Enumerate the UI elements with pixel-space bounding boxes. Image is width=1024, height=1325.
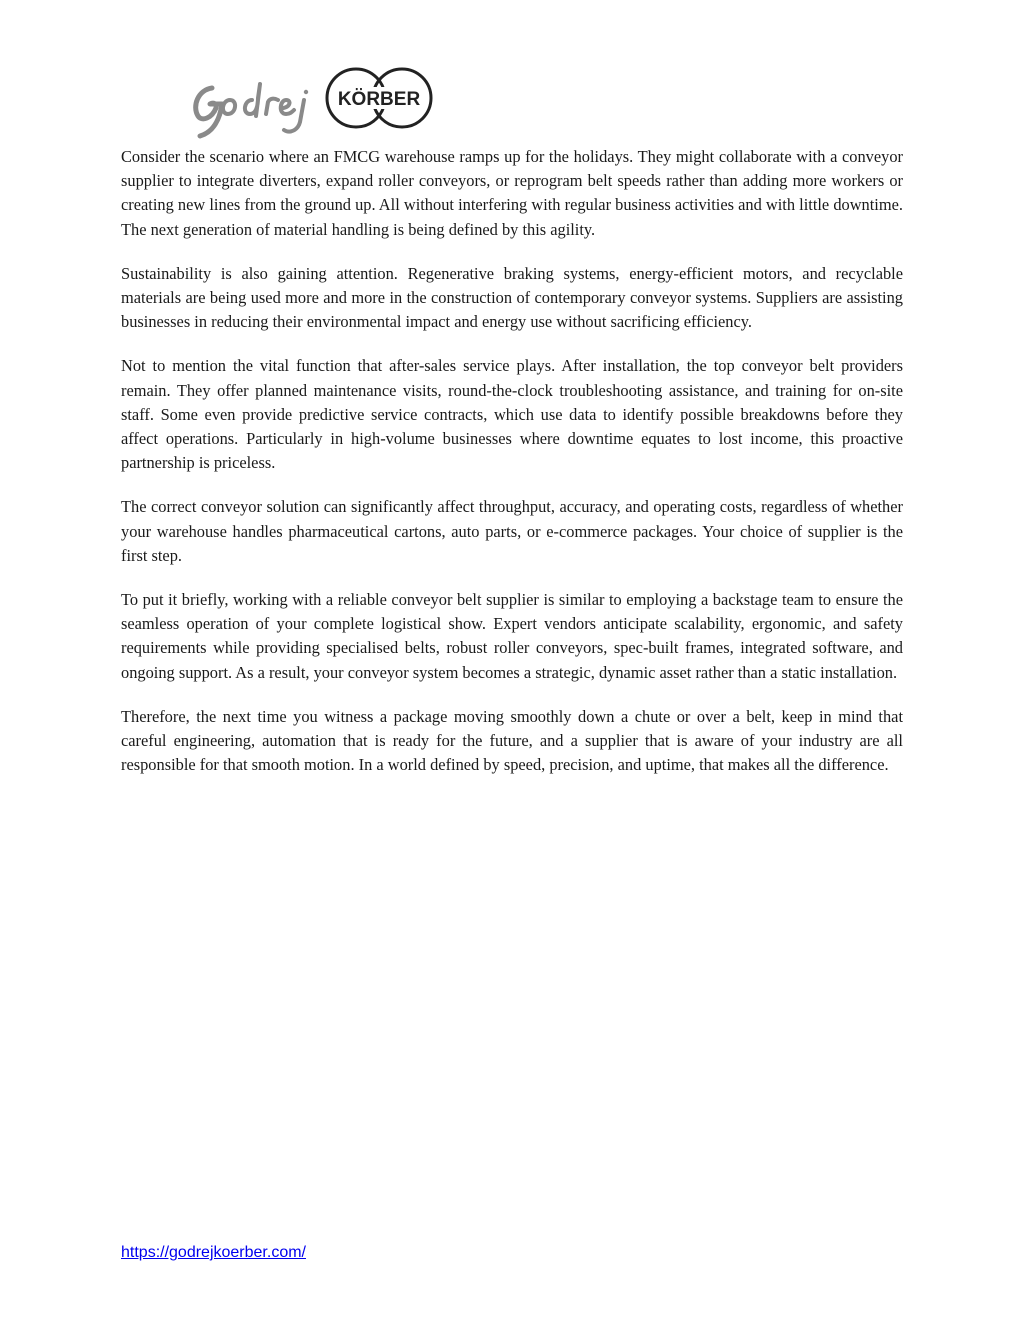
godrej-logo	[186, 70, 326, 140]
korber-logo-text: KÖRBER	[337, 89, 421, 110]
paragraph-2: Sustainability is also gaining attention. Regenerative braking systems, energy-efficient motors, and recyclable materials are being used more and more in the construction of contemporary conveyor systems. Suppliers are assisting businesses in reducing their environmental impact and energy use without sacrificing efficiency.	[121, 263, 903, 332]
header-logos	[186, 62, 446, 142]
website-link[interactable]: https://godrejkoerber.com/	[121, 1244, 306, 1261]
paragraph-4: The correct conveyor solution can significantly affect throughput, accuracy, and operating costs, regardless of whether your warehouse handles pharmaceutical cartons, auto parts, or e-commerce packages. Your choice of supplier is the first step.	[121, 497, 903, 565]
paragraph-6: Therefore, the next time you witness a package moving smoothly down a chute or over a belt, keep in mind that careful engineering, automation that is ready for the future, and a supplier that is aware of your industry are all responsible for that smooth motion. In a world defined by speed, precision, and uptime, that makes all the difference.	[121, 706, 903, 775]
document-body	[121, 145, 903, 797]
paragraph-3: Not to mention the vital function that after-sales service plays. After installation, the top conveyor belt providers remain. They offer planned maintenance visits, round-the-clock troubleshooting assistance, and training for on-site staff. Some even provide predictive service contracts, which use data to identify possible breakdowns before they affect operations. Particularly in high-volume businesses where downtime equates to lost income, this proactive partnership is priceless.	[121, 356, 903, 473]
korber-logo	[324, 66, 434, 130]
paragraph-5: To put it briefly, working with a reliable conveyor belt supplier is similar to employing a backstage team to ensure the seamless operation of your complete logistical show. Expert vendors anticipate scalability, ergonomic, and safety requirements while providing specialised belts, robust roller conveyors, spec-built frames, integrated software, and ongoing support. As a result, your conveyor system becomes a strategic, dynamic asset rather than a static installation.	[121, 590, 903, 682]
paragraph-1: Consider the scenario where an FMCG warehouse ramps up for the holidays. They might collaborate with a conveyor supplier to integrate diverters, expand roller conveyors, or reprogram belt speeds rather than adding more workers or creating new lines from the ground up. All without interfering with regular business activities and with little downtime. The next generation of material handling is being defined by this agility.	[121, 147, 903, 239]
